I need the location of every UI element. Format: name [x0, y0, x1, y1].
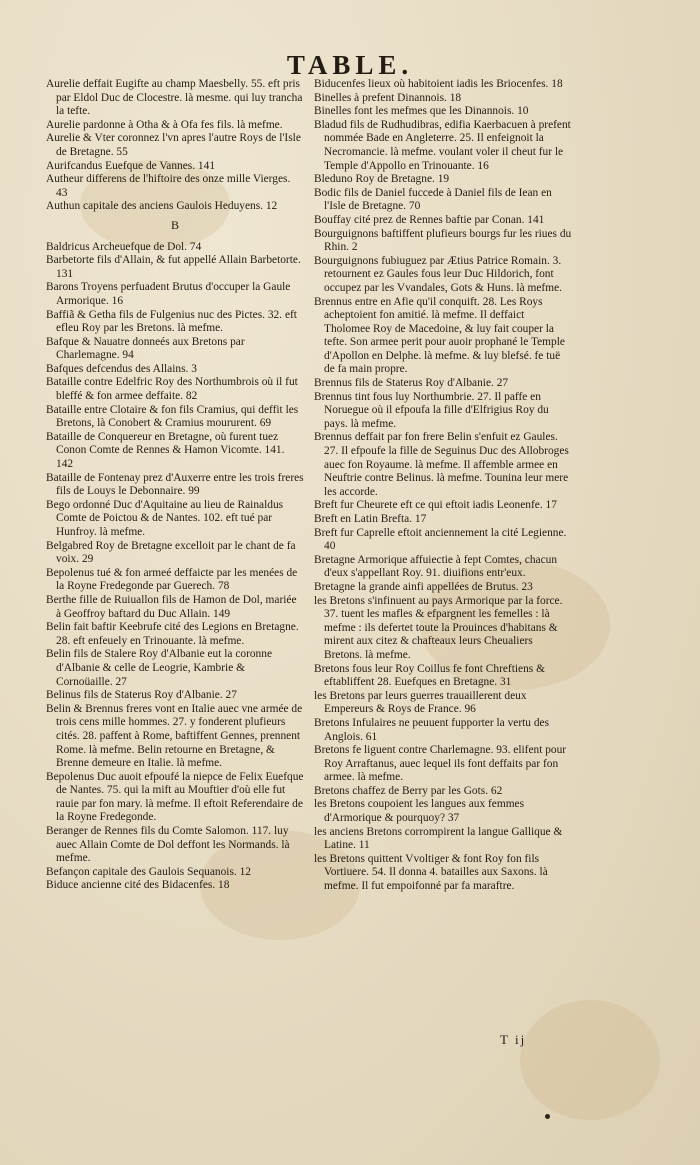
index-entry: Bladud fils de Rudhudibras, edifia Kaerbacuen à prefent nommée Bade en Angleterre. 25. Il enfeignoit la Necromancie. là mefme. voulant voler il cheut fur le Temple d'Appollo en Trinouante. 16: [314, 118, 571, 172]
index-entry: Bourguignons fubiuguez par Ætius Patrice Romain. 3. retournent ez Gaules fous leur Duc Hildorich, font occupez par les Vvandales, Gots & Huns. là mefme.: [314, 254, 562, 294]
index-entry: Belin & Brennus freres vont en Italie auec vne armée de trois cens mille hommes. 27. y fonderent plufieurs cités. 28. paffent à Rome, baftiffent Gennes, prennent Rome. là mefme. Belin retourne en Bretagne, & Brenne demeure en Italie. là mefme.: [46, 702, 303, 770]
index-entry: Belinus fils de Staterus Roy d'Albanie. 27: [46, 689, 237, 702]
index-entry: Bepolenus tué & fon armeé deffaicte par les menées de la Royne Fredegonde par Guerech. 78: [46, 566, 298, 593]
index-entry: Baffiã & Getha fils de Fulgenius nuc des Pictes. 32. eft efleu Roy par les Bretons. là mefme.: [46, 308, 297, 335]
index-entry: Bleduno Roy de Bretagne. 19: [314, 173, 450, 186]
index-entry: Bouffay cité prez de Rennes baftie par Conan. 141: [314, 213, 545, 226]
index-entry: Befançon capitale des Gaulois Sequanois. 12: [46, 865, 251, 878]
index-entry: Barons Troyens perfuadent Brutus d'occuper la Gaule Armorique. 16: [46, 281, 291, 307]
index-entry: Brennus entre en Afie qu'il conquift. 28. Les Roys acheptoient fon amitié. là mefme. Il deffaict Tholomee Roy de Macedoine, & luy fait couper la tefte. Son armee perit pour auoir prophané le Temple d'Apollon en Delphe. là mefme. & luy blefsé. fe tuë de fa main propre.: [314, 295, 565, 376]
index-entry: les Bretons s'infinuent au pays Armorique par la force. 37. tuent les mafles & efpargnent les femelles : là mefme : ils defertet toute la Prouinces d'habitans & mirent aux citez & chafteaux leurs Cheualiers Bretons. là mefme.: [314, 594, 563, 661]
index-entry: Autheur differens de l'hiftoire des onze mille Vierges. 43: [46, 173, 291, 199]
right-column: [314, 78, 572, 894]
index-entry: Aurifcandus Euefque de Vannes. 141: [46, 159, 216, 172]
index-entry: Bataille de Fontenay prez d'Auxerre entre les trois freres fils de Louys le Debonnaire. 99: [46, 471, 304, 498]
index-entry: Binelles à prefent Dinannois. 18: [314, 91, 462, 104]
index-entry: Bataille entre Clotaire & fon fils Cramius, qui deffit les Bretons, là Conobert & Cramius moururent. 69: [46, 403, 299, 430]
index-entry: Bepolenus Duc auoit efpoufé la niepce de Felix Euefque de Nantes. 75. qui la mift au Mouftier d'où elle fut rauie par fon mary. là mefme. Il eftoit Referendaire de la Royne Fredegonde.: [46, 770, 304, 824]
index-entry: Breft en Latin Brefta. 17: [314, 513, 427, 525]
index-entry: Beranger de Rennes fils du Comte Salomon. 117. luy auec Allain Comte de Dol deffont les Normands. là mefme.: [46, 825, 290, 865]
section-letter: B: [170, 217, 179, 232]
index-entry: Bodic fils de Daniel fuccede à Daniel fils de Iean en l'Isle de Bretagne. 70: [314, 186, 552, 213]
index-entry: les Bretons coupoient les langues aux femmes d'Armorique & pourquoy? 37: [314, 798, 525, 825]
index-entry: Aurelie pardonne à Otha & à Ofa fes fils. là mefme.: [46, 118, 283, 131]
index-entry: Aurelie deffait Eugifte au champ Maesbelly. 55. eft pris par Eldol Duc de Clocestre. là mesme. qui luy trancha la tefte.: [46, 78, 303, 118]
index-entry: Bretagne Armorique affuiectie à fept Comtes, chacun d'eux s'appellant Roy. 91. diuifions entr'eux.: [314, 553, 558, 580]
index-entry: Bretons chaffez de Berry par les Gots. 62: [314, 784, 503, 797]
index-entry: Brennus deffait par fon frere Belin s'enfuit ez Gaules. 27. Il efpoufe la fille de Seguinus Duc des Allobroges auec fon Royaume. là mefme. Il affemble armee en Neuftrie contre Belinus. là mefme. Tounina leur mere les accorde.: [314, 431, 569, 498]
left-column: [46, 78, 304, 893]
index-entry: Belin fils de Stalere Roy d'Albanie eut la coronne d'Albanie & celle de Leogrie, Kambrie & Cornoüaille. 27: [46, 648, 273, 688]
index-entry: Baldricus Archeuefque de Dol. 74: [46, 240, 202, 253]
index-entry: Bataille contre Edelfric Roy des Northumbrois où il fut bleffé & fon armee deffaite. 82: [46, 376, 298, 403]
index-entry: Bafque & Nauatre donneés aux Bretons par Charlemagne. 94: [46, 335, 245, 362]
paper-stain: [520, 1000, 660, 1120]
index-entry: les Bretons par leurs guerres trauaillerent deux Empereurs & Roys de France. 96: [314, 689, 527, 716]
index-entry: Bretons Infulaires ne peuuent fupporter la vertu des Anglois. 61: [314, 716, 550, 743]
index-entry: Brennus fils de Staterus Roy d'Albanie. 27: [314, 377, 509, 390]
index-entry: Aurelie & Vter coronnez l'vn apres l'autre Roys de l'Isle de Bretagne. 55: [46, 132, 301, 158]
index-entry: Barbetorte fils d'Allain, & fut appellé Allain Barbetorte. 131: [46, 254, 301, 280]
catchword: T ij: [500, 1032, 527, 1047]
index-entry: Bourguignons baftiffent plufieurs bourgs fur les riues du Rhin. 2: [314, 227, 572, 254]
index-entry: les Bretons quittent Vvoltiger & font Roy fon fils Vortiuere. 54. Il donna 4. batailles aux Saxons. là mefme. Il fut empoifonné par fa maraftre.: [314, 852, 548, 893]
index-entry: Bego ordonné Duc d'Aquitaine au lieu de Rainaldus Comte de Poictou & de Nantes. 102. eft tué par Hunfroy. là mefme.: [46, 498, 284, 538]
index-entry: Bretons fe liguent contre Charlemagne. 93. elifent pour Roy Arraftanus, auec lequel ils font deffaits par fon armee. là mefme.: [314, 744, 567, 784]
index-entry: Belgabred Roy de Bretagne excelloit par le chant de fa voix. 29: [46, 539, 296, 566]
index-entry: Bretons fous leur Roy Coillus fe font Chreftiens & eftabliffent 28. Euefques en Bretagne. 31: [314, 662, 545, 689]
index-entry: Bretagne la grande ainfi appellées de Brutus. 23: [314, 580, 533, 593]
index-entry: les anciens Bretons corrompirent la langue Gallique & Latine. 11: [314, 825, 563, 852]
index-entry: Bafques defcendus des Allains. 3: [46, 362, 197, 375]
index-entry: Authun capitale des anciens Gaulois Heduyens. 12: [46, 200, 278, 213]
index-entry: Binelles font les mefmes que les Dinannois. 10: [314, 105, 529, 118]
index-entry: Berthe fille de Ruiuallon fils de Hamon de Dol, mariée à Geoffroy baftard du Duc Allain. 149: [46, 593, 297, 620]
index-entry: Biducenfes lieux où habitoient iadis les Briocenfes. 18: [314, 78, 563, 90]
page-title: TABLE.: [286, 50, 414, 80]
index-entry: Brennus tint fous luy Northumbrie. 27. Il paffe en Noruegue où il efpoufa la fille d'Elfrigius Roy du pays. là mefme.: [314, 390, 549, 430]
index-entry: Breft fur Caprelle eftoit anciennement la cité Legienne. 40: [314, 526, 567, 553]
ink-dot: [545, 1114, 550, 1119]
index-entry: Belin fait baftir Keebrufe cité des Legions en Bretagne. 28. eft enfeuely en Trinouante. là mefme.: [46, 621, 299, 647]
index-entry: Breft fur Cheurete eft ce qui eftoit iadis Leonenfe. 17: [314, 499, 557, 512]
index-entry: Biduce ancienne cité des Bidacenfes. 18: [46, 879, 230, 892]
index-entry: Bataille de Conquereur en Bretagne, où furent tuez Conon Comte de Rennes & Hamon Vicomte. 141. 142: [46, 430, 285, 471]
